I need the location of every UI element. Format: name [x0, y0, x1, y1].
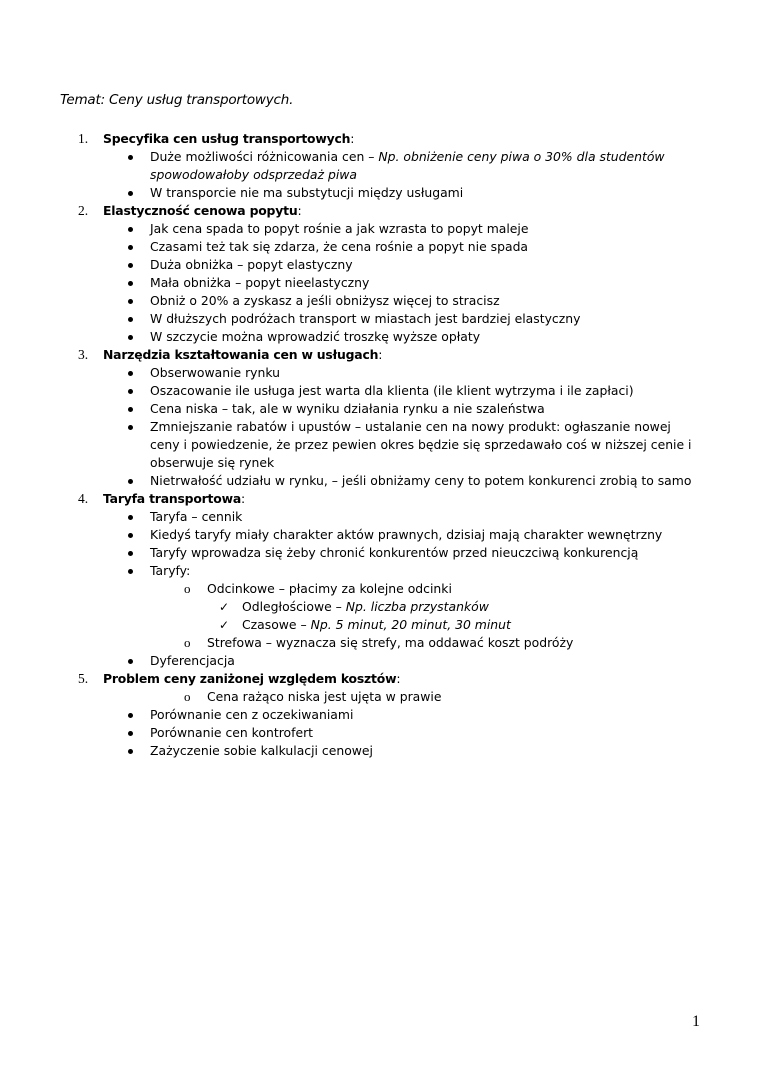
check-list	[0, 598, 760, 634]
heading-colon: :	[297, 203, 302, 218]
section-1	[0, 130, 760, 202]
section-heading-text: Taryfa transportowa	[103, 491, 241, 506]
list-item: Kiedyś taryfy miały charakter aktów prawnych, dzisiaj mają charakter wewnętrzny	[0, 526, 760, 544]
example-text: Np. obniżenie ceny piwa o 30% dla studentów spowodowałoby odsprzedaż piwa	[150, 149, 665, 182]
sub-list	[0, 580, 760, 598]
bullet-list	[0, 652, 760, 670]
bullet-icon	[128, 713, 133, 718]
example-text: Np. 5 minut, 20 minut, 30 minut	[310, 617, 511, 632]
bullet-list	[0, 148, 760, 202]
list-item: W dłuższych podróżach transport w miastach jest bardziej elastyczny	[0, 310, 760, 328]
list-item: Jak cena spada to popyt rośnie a jak wzrasta to popyt maleje	[0, 220, 760, 238]
bullet-icon	[128, 263, 133, 268]
sub-list	[0, 634, 760, 652]
bullet-icon	[128, 371, 133, 376]
section-4	[0, 490, 760, 670]
bullet-icon	[128, 407, 133, 412]
list-item: Duże możliwości różnicowania cen – Np. obniżenie ceny piwa o 30% dla studentów spowodowałoby odsprzedaż piwa	[0, 148, 760, 184]
section-heading	[0, 490, 760, 508]
section-5	[0, 670, 760, 760]
bullet-icon	[128, 335, 133, 340]
section-number: 4.	[78, 491, 89, 506]
bullet-icon	[128, 281, 133, 286]
heading-colon: :	[350, 131, 355, 146]
sub-item: o Cena rażąco niska jest ujęta w prawie	[184, 689, 442, 704]
section-number: 3.	[78, 347, 89, 362]
list-item: Zażyczenie sobie kalkulacji cenowej	[0, 742, 760, 760]
bullet-icon	[128, 317, 133, 322]
heading-colon: :	[241, 491, 245, 506]
section-number: 2.	[78, 203, 89, 218]
list-item: Oszacowanie ile usługa jest warta dla klienta (ile klient wytrzyma i ile zapłaci)	[0, 382, 760, 400]
bullet-icon	[128, 551, 133, 556]
list-item: Cena niska – tak, ale w wyniku działania rynku a nie szaleństwa	[0, 400, 760, 418]
section-heading	[0, 202, 760, 220]
list-item: Taryfy:	[0, 562, 760, 580]
bullet-icon	[128, 389, 133, 394]
bullet-icon	[128, 479, 133, 484]
sub-item: o Odcinkowe – płacimy za kolejne odcinki	[184, 581, 452, 596]
bullet-list	[0, 364, 760, 490]
list-item: Czasami też tak się zdarza, że cena rośnie a popyt nie spada	[0, 238, 760, 256]
bullet-icon	[128, 155, 133, 160]
list-item: Duża obniżka – popyt elastyczny	[0, 256, 760, 274]
bullet-icon	[128, 731, 133, 736]
section-3	[0, 346, 760, 490]
circle-bullet-icon: o	[184, 581, 191, 596]
example-text: Np. liczba przystanków	[345, 599, 489, 614]
section-heading	[0, 670, 760, 688]
check-item: ✓ Czasowe – Np. 5 minut, 20 minut, 30 minut	[219, 617, 511, 632]
bullet-icon	[128, 299, 133, 304]
section-heading-text: Specyfika cen usług transportowych	[103, 131, 351, 146]
check-icon: ✓	[219, 618, 230, 632]
list-item: Nietrwałość udziału w rynku, – jeśli obniżamy ceny to potem konkurenci zrobią to samo	[0, 472, 760, 490]
bullet-icon	[128, 749, 133, 754]
section-heading-text: Problem ceny zaniżonej względem kosztów	[103, 671, 397, 686]
check-icon: ✓	[219, 600, 230, 614]
section-heading	[0, 130, 760, 148]
outline-list	[0, 130, 760, 760]
bullet-icon	[128, 191, 133, 196]
heading-colon: :	[396, 671, 401, 686]
section-2	[0, 202, 760, 346]
bullet-icon	[128, 425, 133, 430]
page-number: 1	[692, 1013, 700, 1030]
document-title: Temat: Ceny usług transportowych.	[60, 92, 294, 108]
list-item: Obniż o 20% a zyskasz a jeśli obniżysz więcej to stracisz	[0, 292, 760, 310]
list-item: Taryfy wprowadza się żeby chronić konkurentów przed nieuczciwą konkurencją	[0, 544, 760, 562]
section-heading-text: Elastyczność cenowa popytu	[103, 203, 298, 218]
bullet-list	[0, 220, 760, 346]
circle-bullet-icon: o	[184, 635, 191, 650]
section-heading	[0, 346, 760, 364]
list-item: Zmniejszanie rabatów i upustów – ustalanie cen na nowy produkt: ogłaszanie nowej ceny i powiedzenie, że przez pewien okres będzie się sprzedawało coś w niższej cenie i obserwuje się rynek	[0, 418, 760, 472]
bullet-icon	[128, 659, 133, 664]
list-item: Obserwowanie rynku	[0, 364, 760, 382]
check-item: ✓ Odległościowe – Np. liczba przystanków	[219, 599, 489, 614]
sub-list	[0, 688, 760, 706]
list-item: Porównanie cen z oczekiwaniami	[0, 706, 760, 724]
heading-colon: :	[378, 347, 383, 362]
bullet-list	[0, 706, 760, 760]
bullet-icon	[128, 245, 133, 250]
section-number: 1.	[78, 131, 89, 146]
section-number: 5.	[78, 671, 89, 686]
list-item: W transporcie nie ma substytucji między usługami	[0, 184, 760, 202]
list-item: Taryfa – cennik	[0, 508, 760, 526]
section-heading-text: Narzędzia kształtowania cen w usługach	[103, 347, 379, 362]
bullet-icon	[128, 533, 133, 538]
list-item: W szczycie można wprowadzić troszkę wyższe opłaty	[0, 328, 760, 346]
bullet-list	[0, 508, 760, 580]
list-item: Mała obniżka – popyt nieelastyczny	[0, 274, 760, 292]
list-item: Dyferencjacja	[0, 652, 760, 670]
circle-bullet-icon: o	[184, 689, 191, 704]
sub-item: o Strefowa – wyznacza się strefy, ma oddawać koszt podróży	[184, 635, 574, 650]
bullet-icon	[128, 569, 133, 574]
bullet-icon	[128, 515, 133, 520]
list-item: Porównanie cen kontrofert	[0, 724, 760, 742]
bullet-icon	[128, 227, 133, 232]
